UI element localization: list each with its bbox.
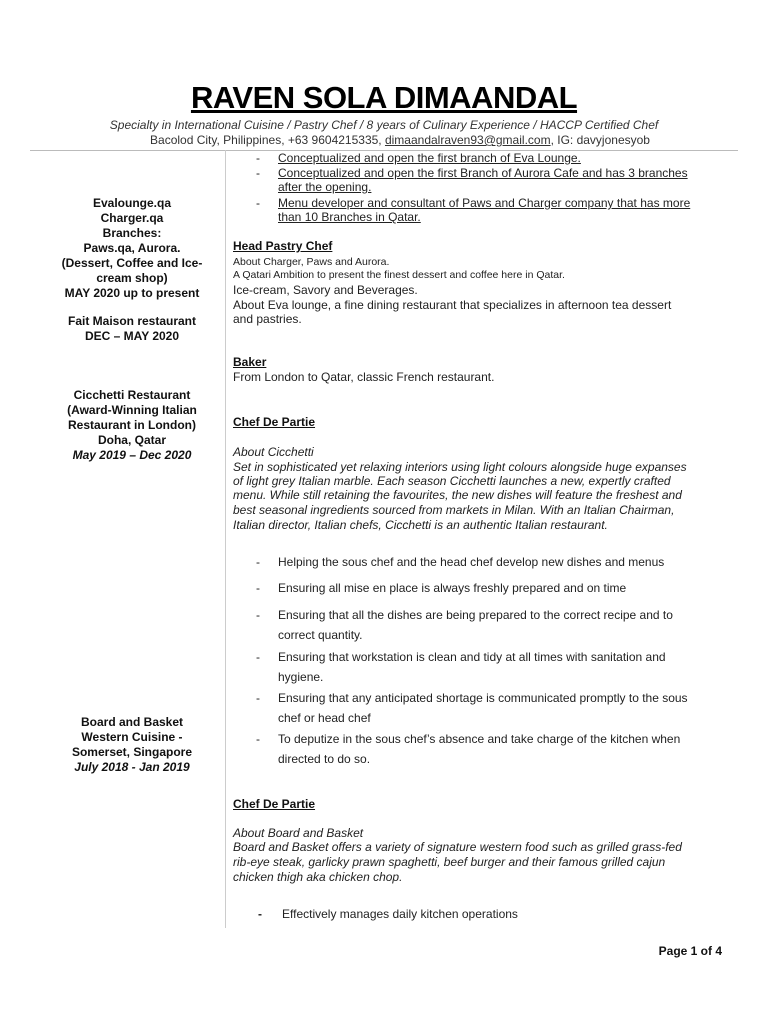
employer-line: Western Cuisine - xyxy=(81,730,183,744)
candidate-name: RAVEN SOLA DIMAANDAL xyxy=(190,80,578,115)
role-text: About Eva lounge, a fine dining restaurant that specializes in afternoon tea dessert xyxy=(233,298,672,312)
bullet-dash: - xyxy=(256,608,260,622)
bullet-text: Conceptualized and open the first Branch of Aurora Cafe and has 3 branches xyxy=(278,166,688,180)
employer-board-basket xyxy=(42,715,222,775)
role-desc: menu. While still retaining the favourites, the new dishes will feature the freshest and xyxy=(233,488,682,502)
role-text: From London to Qatar, classic French restaurant. xyxy=(233,370,495,384)
role-text: A Qatari Ambition to present the finest dessert and coffee here in Qatar. xyxy=(233,269,565,281)
role-title: Chef De Partie xyxy=(233,797,316,811)
bullet-item xyxy=(256,151,716,165)
employer-line: Charger.qa xyxy=(100,211,164,225)
employer-fait-maison xyxy=(42,314,222,344)
employer-dates: DEC – MAY 2020 xyxy=(84,329,180,343)
bullet-dash: - xyxy=(256,650,260,664)
bullet-dash: - xyxy=(256,151,260,165)
bullet-item xyxy=(256,166,716,194)
bullet-dash: - xyxy=(258,907,262,921)
bullet-item xyxy=(256,647,716,687)
bullet-text: Ensuring that all the dishes are being prepared to the correct recipe and to xyxy=(278,608,673,622)
employer-line: (Award-Winning Italian xyxy=(67,403,197,417)
bullet-dash: - xyxy=(256,555,260,569)
bullet-item xyxy=(256,729,716,769)
bullet-item xyxy=(256,578,716,598)
employer-dates: MAY 2020 up to present xyxy=(64,286,200,300)
employer-dates: July 2018 - Jan 2019 xyxy=(74,760,190,774)
role-desc: Set in sophisticated yet relaxing interiors using light colours alongside huge expanses xyxy=(233,460,687,474)
employer-dates: May 2019 – Dec 2020 xyxy=(72,448,192,462)
bullet-text: Helping the sous chef and the head chef develop new dishes and menus xyxy=(278,555,665,569)
employer-line: Restaurant in London) xyxy=(68,418,196,432)
bullet-item xyxy=(256,688,716,728)
bullet-item xyxy=(256,907,716,921)
contact-line xyxy=(0,133,768,147)
employer-cicchetti xyxy=(42,388,222,463)
role-desc: Italian director, Italian chefs, Cicchetti is an authentic Italian restaurant. xyxy=(233,518,608,532)
role-title: Chef De Partie xyxy=(233,415,316,429)
role-desc: chicken thigh aka chicken chop. xyxy=(233,870,403,884)
bullet-text: chef or head chef xyxy=(278,711,371,725)
employer-line: Fait Maison restaurant xyxy=(67,314,197,328)
role-desc: rib-eye steak, garlicky prawn spaghetti, beef burger and their famous grilled cajun xyxy=(233,855,666,869)
bullet-text: Ensuring that workstation is clean and tidy at all times with sanitation and xyxy=(278,650,666,664)
employer-line: Cicchetti Restaurant xyxy=(73,388,191,402)
bullet-text: Effectively manages daily kitchen operations xyxy=(282,907,518,921)
bullet-item xyxy=(256,196,716,224)
role-text: and pastries. xyxy=(233,312,302,326)
employer-line: Branches: xyxy=(102,226,162,240)
specialty-line: Specialty in International Cuisine / Pastry Chef / 8 years of Culinary Experience / HACCP Certified Chef xyxy=(109,118,659,132)
bullet-text: directed to do so. xyxy=(278,752,371,766)
role-about: About Board and Basket xyxy=(233,826,364,840)
bullet-text: after the opening. xyxy=(278,180,372,194)
employer-evalounge xyxy=(42,196,222,301)
bullet-text: Ensuring all mise en place is always freshly prepared and on time xyxy=(278,581,627,595)
role-title: Baker xyxy=(233,355,267,369)
role-title: Head Pastry Chef xyxy=(233,239,333,253)
bullet-text: Conceptualized and open the first branch of Eva Lounge. xyxy=(278,151,581,165)
employer-line: Doha, Qatar xyxy=(97,433,166,447)
role-desc: of light grey Italian marble. Each season Cicchetti launches a new, expertly crafted xyxy=(233,474,671,488)
bullet-text: hygiene. xyxy=(278,670,324,684)
bullet-text: Ensuring that any anticipated shortage is communicated promptly to the sous xyxy=(278,691,688,705)
employer-line: cream shop) xyxy=(96,271,168,285)
contact-instagram: , IG: davyjonesyob xyxy=(550,133,650,147)
role-desc: best seasonal ingredients sourced from markets in Milan. With an Italian Chairman, xyxy=(233,503,675,517)
bullet-text: correct quantity. xyxy=(278,628,363,642)
employer-line: Board and Basket xyxy=(80,715,184,729)
role-text: About Charger, Paws and Aurora. xyxy=(233,256,390,268)
column-divider xyxy=(225,150,226,928)
employer-line: (Dessert, Coffee and Ice- xyxy=(61,256,203,270)
email-link[interactable]: dimaandalraven93@gmail.com xyxy=(384,133,551,147)
role-about: About Cicchetti xyxy=(233,445,314,459)
page-number: Page 1 of 4 xyxy=(658,944,722,958)
bullet-dash: - xyxy=(256,581,260,595)
employer-line: Paws.qa, Aurora. xyxy=(83,241,181,255)
contact-location-phone: Bacolod City, Philippines, +63 9604215335, xyxy=(150,133,385,147)
bullet-text: To deputize in the sous chef’s absence and take charge of the kitchen when xyxy=(278,732,681,746)
bullet-dash: - xyxy=(256,166,260,180)
employer-line: Evalounge.qa xyxy=(92,196,172,210)
bullet-item xyxy=(256,552,716,572)
employer-line: Somerset, Singapore xyxy=(71,745,193,759)
bullet-dash: - xyxy=(256,691,260,705)
bullet-dash: - xyxy=(256,732,260,746)
role-desc: Board and Basket offers a variety of signature western food such as grilled grass-fed xyxy=(233,840,682,854)
role-text: Ice-cream, Savory and Beverages. xyxy=(233,283,418,297)
bullet-dash: - xyxy=(256,196,260,210)
bullet-text: than 10 Branches in Qatar. xyxy=(278,210,421,224)
bullet-item xyxy=(256,605,716,645)
bullet-text: Menu developer and consultant of Paws and Charger company that has more xyxy=(278,196,691,210)
